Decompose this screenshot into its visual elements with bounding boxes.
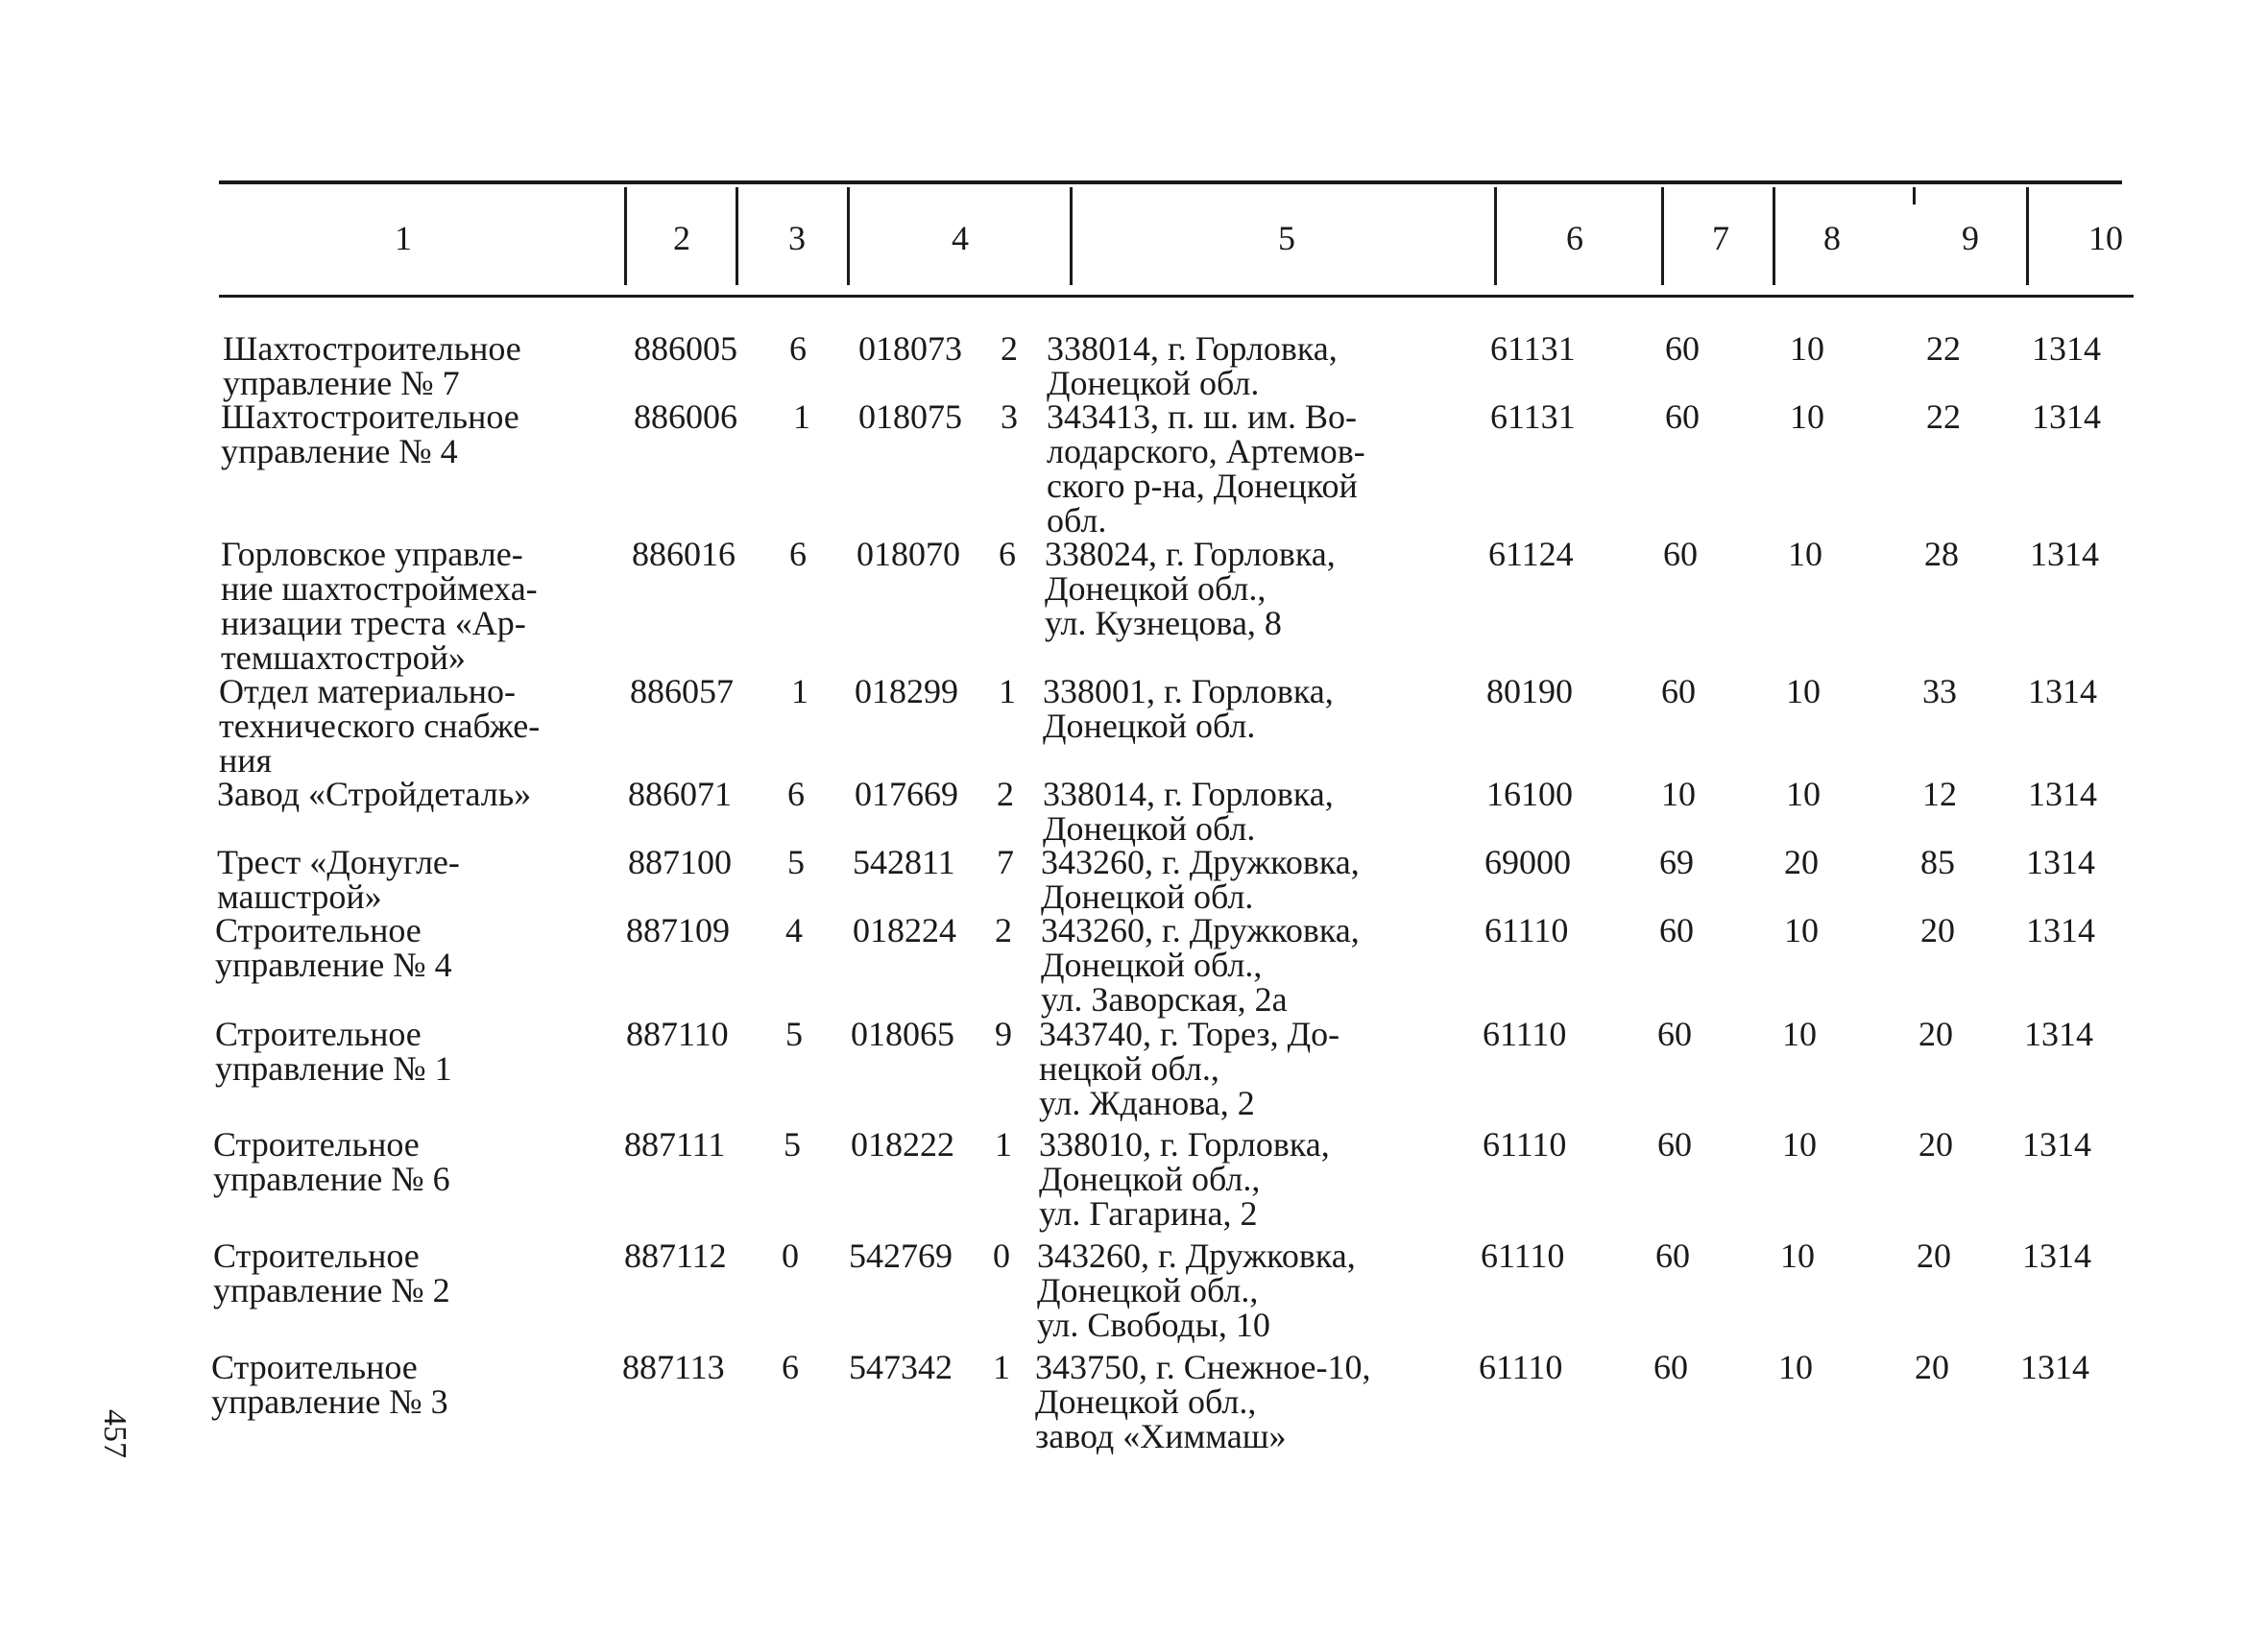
value-cell: 60 [1655, 1237, 1690, 1275]
code-cell: 542769 [849, 1237, 953, 1275]
value-cell: 10 [1788, 535, 1822, 573]
column-header: 9 [1962, 219, 1979, 257]
digit-cell: 1 [793, 397, 810, 436]
digit-cell: 1 [995, 1125, 1012, 1164]
digit-cell: 2 [997, 775, 1014, 813]
value-cell: 60 [1659, 911, 1694, 949]
address-cell: 338024, г. Горловка, Донецкой обл., ул. Кузнецова, 8 [1045, 535, 1336, 642]
column-header: 5 [1278, 219, 1295, 257]
value-cell: 10 [1790, 329, 1824, 368]
code-cell: 61131 [1490, 397, 1576, 436]
digit-cell: 0 [782, 1237, 799, 1275]
column-header: 1 [395, 219, 412, 257]
column-header: 4 [952, 219, 969, 257]
code-cell: 547342 [849, 1348, 953, 1386]
value-cell: 1314 [2022, 1125, 2091, 1164]
value-cell: 60 [1653, 1348, 1688, 1386]
org-name-cell: Шахтостроительное управление № 4 [221, 397, 519, 470]
code-cell: 61110 [1484, 911, 1569, 949]
header-divider [1913, 187, 1916, 204]
code-cell: 018065 [851, 1015, 954, 1053]
value-cell: 10 [1790, 397, 1824, 436]
value-cell: 60 [1657, 1125, 1692, 1164]
header-bottom-rule [219, 295, 2134, 298]
digit-cell: 7 [997, 843, 1014, 881]
code-cell: 887100 [628, 843, 732, 881]
digit-cell: 6 [782, 1348, 799, 1386]
value-cell: 1314 [2032, 397, 2101, 436]
value-cell: 1314 [2026, 911, 2095, 949]
digit-cell: 5 [787, 843, 805, 881]
value-cell: 22 [1926, 397, 1961, 436]
value-cell: 10 [1786, 775, 1821, 813]
org-name-cell: Строительное управление № 1 [215, 1015, 452, 1088]
digit-cell: 2 [995, 911, 1012, 949]
column-header: 2 [673, 219, 690, 257]
code-cell: 61124 [1488, 535, 1574, 573]
digit-cell: 6 [789, 535, 807, 573]
value-cell: 20 [1784, 843, 1819, 881]
digit-cell: 0 [993, 1237, 1010, 1275]
value-cell: 60 [1663, 535, 1698, 573]
code-cell: 61131 [1490, 329, 1576, 368]
address-cell: 338014, г. Горловка, Донецкой обл. [1047, 329, 1338, 402]
value-cell: 1314 [2026, 843, 2095, 881]
digit-cell: 6 [999, 535, 1016, 573]
column-header: 10 [2088, 219, 2123, 257]
column-header: 8 [1823, 219, 1841, 257]
code-cell: 69000 [1484, 843, 1571, 881]
code-cell: 61110 [1483, 1125, 1567, 1164]
code-cell: 018224 [853, 911, 956, 949]
page-number: 457 [97, 1409, 133, 1458]
header-divider [847, 187, 850, 285]
code-cell: 887112 [624, 1237, 727, 1275]
value-cell: 1314 [2028, 775, 2097, 813]
value-cell: 60 [1665, 329, 1700, 368]
digit-cell: 3 [1001, 397, 1018, 436]
column-header: 3 [788, 219, 806, 257]
value-cell: 20 [1917, 1237, 1951, 1275]
code-cell: 886016 [632, 535, 736, 573]
code-cell: 542811 [853, 843, 955, 881]
code-cell: 018073 [858, 329, 962, 368]
digit-cell: 6 [789, 329, 807, 368]
value-cell: 60 [1665, 397, 1700, 436]
address-cell: 343413, п. ш. им. Во- лодарского, Артемов- ского р-на, Донецкой обл. [1047, 397, 1365, 540]
value-cell: 20 [1915, 1348, 1949, 1386]
value-cell: 10 [1782, 1015, 1817, 1053]
value-cell: 20 [1920, 911, 1955, 949]
org-name-cell: Строительное управление № 4 [215, 911, 452, 984]
value-cell: 1314 [2020, 1348, 2089, 1386]
header-divider [1773, 187, 1775, 285]
org-name-cell: Шахтостроительное управление № 7 [223, 329, 521, 402]
code-cell: 80190 [1486, 672, 1573, 710]
digit-cell: 2 [1001, 329, 1018, 368]
address-cell: 338010, г. Горловка, Донецкой обл., ул. Гагарина, 2 [1039, 1125, 1330, 1233]
code-cell: 018070 [857, 535, 960, 573]
table-top-rule [219, 180, 2122, 184]
code-cell: 61110 [1479, 1348, 1563, 1386]
address-cell: 338001, г. Горловка, Донецкой обл. [1043, 672, 1334, 745]
digit-cell: 6 [787, 775, 805, 813]
column-header: 7 [1712, 219, 1729, 257]
value-cell: 10 [1782, 1125, 1817, 1164]
value-cell: 10 [1661, 775, 1696, 813]
value-cell: 10 [1778, 1348, 1813, 1386]
address-cell: 343750, г. Снежное-10, Донецкой обл., завод «Химмаш» [1035, 1348, 1371, 1455]
code-cell: 018299 [855, 672, 958, 710]
org-name-cell: Трест «Донугле- машстрой» [217, 843, 460, 916]
digit-cell: 1 [791, 672, 808, 710]
digit-cell: 5 [785, 1015, 803, 1053]
address-cell: 343260, г. Дружковка, Донецкой обл. [1041, 843, 1360, 916]
value-cell: 12 [1922, 775, 1957, 813]
header-divider [2026, 187, 2029, 285]
header-divider [1070, 187, 1073, 285]
value-cell: 22 [1926, 329, 1961, 368]
header-divider [1661, 187, 1664, 285]
value-cell: 20 [1918, 1015, 1953, 1053]
header-divider [624, 187, 627, 285]
value-cell: 1314 [2030, 535, 2099, 573]
code-cell: 61110 [1481, 1237, 1565, 1275]
value-cell: 1314 [2028, 672, 2097, 710]
digit-cell: 4 [785, 911, 803, 949]
address-cell: 343260, г. Дружковка, Донецкой обл., ул. Заворская, 2а [1041, 911, 1360, 1019]
org-name-cell: Строительное управление № 6 [213, 1125, 450, 1198]
address-cell: 343740, г. Торез, До- нецкой обл., ул. Жданова, 2 [1039, 1015, 1340, 1122]
org-name-cell: Строительное управление № 3 [211, 1348, 448, 1421]
address-cell: 343260, г. Дружковка, Донецкой обл., ул. Свободы, 10 [1037, 1237, 1356, 1344]
value-cell: 10 [1786, 672, 1821, 710]
org-name-cell: Строительное управление № 2 [213, 1237, 450, 1309]
value-cell: 60 [1657, 1015, 1692, 1053]
org-name-cell: Отдел материально- технического снабже- ния [219, 672, 541, 780]
code-cell: 887109 [626, 911, 730, 949]
digit-cell: 1 [999, 672, 1016, 710]
org-name-cell: Горловское управле- ние шахтостроймеха- низации треста «Ар- темшахтострой» [221, 535, 538, 677]
value-cell: 1314 [2024, 1015, 2093, 1053]
value-cell: 1314 [2032, 329, 2101, 368]
header-divider [736, 187, 738, 285]
header-divider [1494, 187, 1497, 285]
digit-cell: 5 [784, 1125, 801, 1164]
code-cell: 886057 [630, 672, 734, 710]
address-cell: 338014, г. Горловка, Донецкой обл. [1043, 775, 1334, 848]
code-cell: 887111 [624, 1125, 726, 1164]
org-name-cell: Завод «Стройдеталь» [217, 775, 532, 813]
digit-cell: 9 [995, 1015, 1012, 1053]
code-cell: 018222 [851, 1125, 954, 1164]
code-cell: 61110 [1483, 1015, 1567, 1053]
value-cell: 33 [1922, 672, 1957, 710]
column-header: 6 [1566, 219, 1583, 257]
code-cell: 887110 [626, 1015, 729, 1053]
code-cell: 017669 [855, 775, 958, 813]
value-cell: 60 [1661, 672, 1696, 710]
value-cell: 85 [1920, 843, 1955, 881]
value-cell: 20 [1918, 1125, 1953, 1164]
code-cell: 886006 [634, 397, 737, 436]
code-cell: 886005 [634, 329, 737, 368]
code-cell: 887113 [622, 1348, 725, 1386]
value-cell: 28 [1924, 535, 1959, 573]
value-cell: 1314 [2022, 1237, 2091, 1275]
value-cell: 10 [1780, 1237, 1815, 1275]
value-cell: 69 [1659, 843, 1694, 881]
code-cell: 886071 [628, 775, 732, 813]
digit-cell: 1 [993, 1348, 1010, 1386]
value-cell: 10 [1784, 911, 1819, 949]
code-cell: 018075 [858, 397, 962, 436]
code-cell: 16100 [1486, 775, 1573, 813]
